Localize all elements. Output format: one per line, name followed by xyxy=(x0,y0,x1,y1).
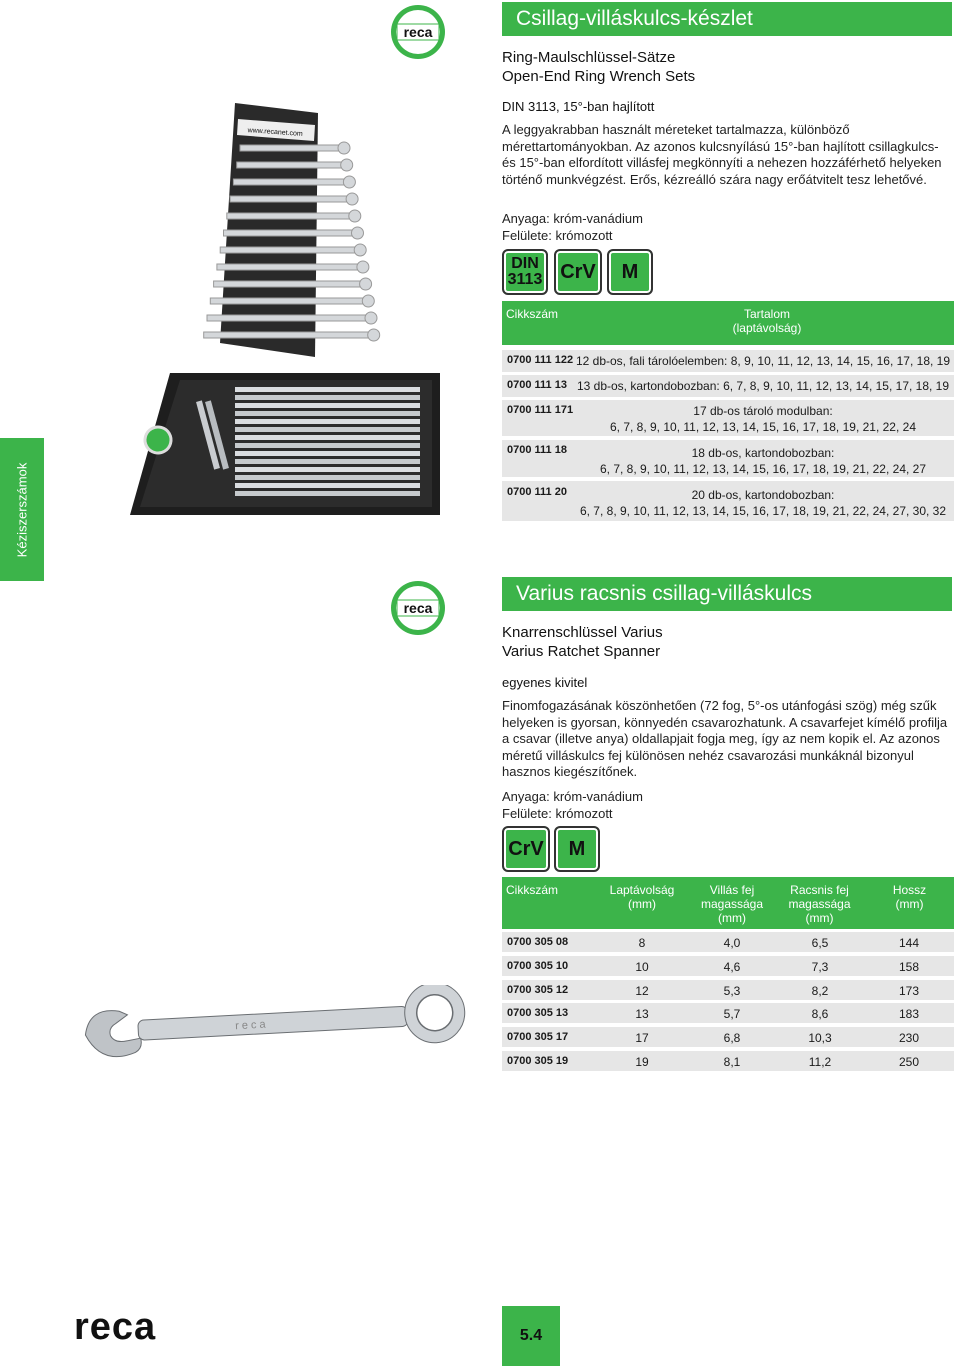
wallboard-wrench xyxy=(230,196,348,202)
row-content: 20 db-os, kartondobozban: xyxy=(691,488,835,502)
ratchet-wrench-logo: reca xyxy=(234,1018,269,1033)
tray-wrench xyxy=(235,467,420,472)
wallboard-wrench-ring xyxy=(360,278,372,290)
row-ratchet-head-height: 11,2 xyxy=(808,1055,832,1069)
tray-wrench xyxy=(235,419,420,424)
wallboard-wrench-ring xyxy=(349,210,361,222)
wallboard-wrench-ring xyxy=(352,227,364,239)
page-number: 5.4 xyxy=(502,1306,560,1366)
table-row xyxy=(502,1027,954,1047)
section-title: Varius racsnis csillag-villáskulcs xyxy=(502,577,952,611)
wallboard-wrench xyxy=(214,281,362,287)
table-row xyxy=(502,481,954,521)
wallboard-wrench-ring xyxy=(346,193,358,205)
row-length: 183 xyxy=(898,1007,920,1022)
section-title: Csillag-villáskulcs-készlet xyxy=(502,2,952,36)
row-open-head-height: 5,3 xyxy=(723,983,741,998)
tray-wrench xyxy=(235,491,420,496)
table-row xyxy=(502,375,954,397)
tray-wrench xyxy=(235,459,420,464)
din-badge-line2: 3113 xyxy=(507,271,543,288)
row-length: 158 xyxy=(898,959,920,974)
material-label: Anyaga: króm-vanádium xyxy=(502,211,643,226)
row-ratchet-head-height: 7,3 xyxy=(811,959,829,974)
row-open-head-height: 8,1 xyxy=(723,1055,741,1069)
table2-col-length-unit: (mm) xyxy=(895,897,924,911)
row-content-sizes: 6, 7, 8, 9, 10, 11, 12, 13, 14, 15, 16, 17, 18, 19, 21, 22, 24, 27 xyxy=(599,462,927,476)
wallboard-wrench xyxy=(237,162,343,168)
row-length: 173 xyxy=(898,983,920,998)
row-content: 18 db-os, kartondobozban: xyxy=(691,446,835,460)
row-content: 17 db-os tároló modulban: xyxy=(693,404,833,418)
row-ratchet-head-height: 8,6 xyxy=(811,1007,829,1022)
table2-col-open-2: magassága xyxy=(700,897,764,911)
wallboard-wrench-ring xyxy=(368,329,380,341)
row-ratchet-head-height: 8,2 xyxy=(811,983,829,998)
side-category-tab xyxy=(0,438,44,581)
wallboard-wrench xyxy=(220,247,356,253)
subtitle-de: Knarrenschlüssel Varius xyxy=(502,624,663,641)
row-content: 12 db-os, fali tárolóelemben: 8, 9, 10, 11, 12, 13, 14, 15, 16, 17, 18, 19 xyxy=(575,354,951,368)
crv-badge: CrV xyxy=(554,249,602,295)
table-row xyxy=(502,440,954,477)
wallboard-wrench-ring xyxy=(365,312,377,324)
row-open-head-height: 5,7 xyxy=(723,1007,741,1022)
table2-col-open-unit: (mm) xyxy=(718,911,746,925)
row-code: 0700 305 17 xyxy=(507,1031,569,1044)
table-row xyxy=(502,956,954,976)
wallboard-wrench xyxy=(204,332,370,338)
wallboard-wrench xyxy=(224,230,354,236)
surface-label: Felülete: krómozott xyxy=(502,228,613,243)
tray-wrench xyxy=(235,395,420,400)
table-row xyxy=(502,1051,954,1071)
row-code: 0700 111 122 xyxy=(507,354,574,366)
row-size: 19 xyxy=(635,1055,649,1069)
wallboard-wrench-ring xyxy=(343,176,355,188)
wallboard-wrench-ring xyxy=(362,295,374,307)
row-ratchet-head-height: 6,5 xyxy=(811,936,829,950)
table2-col-open: Villás fej xyxy=(709,883,755,897)
table1-col-content-unit: (laptávolság) xyxy=(732,321,802,335)
row-code: 0700 111 20 xyxy=(507,486,567,498)
crv-badge: CrV xyxy=(502,826,550,872)
table1-col-content: Tartalom xyxy=(743,307,790,321)
side-category-label: Kéziszerszámok xyxy=(14,462,30,557)
tray-wrench xyxy=(235,411,420,416)
svg-text:reca: reca xyxy=(403,600,433,616)
row-length: 144 xyxy=(898,936,920,950)
variant-label: egyenes kivitel xyxy=(502,675,588,690)
table2-col-code: Cikkszám xyxy=(506,883,559,897)
row-ratchet-head-height: 10,3 xyxy=(808,1031,832,1046)
row-content-sizes: 6, 7, 8, 9, 10, 11, 12, 13, 14, 15, 16, 17, 18, 19, 21, 22, 24 xyxy=(609,420,916,434)
wallboard-wrench-ring xyxy=(357,261,369,273)
row-code: 0700 111 18 xyxy=(507,444,567,456)
row-open-head-height: 4,0 xyxy=(723,936,741,950)
wrench-wallboard-image xyxy=(180,95,410,365)
row-code: 0700 305 19 xyxy=(507,1055,569,1067)
description: Finomfogazásának köszönhetően (72 fog, 5°-os utánfogási szög) még szűk helyeken is gyorsan, könnyedén csavarozhatunk. A csavarfejet kímélő profilja a csavar (illetve anya) oldallapjait fogja meg, így az nem kopik el. Az azonos méretű villáskulcs fej különösen nehéz csavarozási munkáknál bizonyul hasznos kiegészítőnek. xyxy=(502,698,948,779)
table-row xyxy=(502,932,954,952)
table2-col-length: Hossz xyxy=(892,883,927,897)
wallboard-wrench xyxy=(207,315,367,321)
table2-col-size-unit: (mm) xyxy=(628,897,656,911)
wrench-tray-image xyxy=(110,365,490,520)
material-label: Anyaga: króm-vanádium xyxy=(502,789,643,804)
tray-wrench xyxy=(235,443,420,448)
ratchet-wrench-image xyxy=(80,985,475,1060)
wallboard-wrench-ring xyxy=(354,244,366,256)
row-open-head-height: 4,6 xyxy=(723,959,741,974)
wallboard-wrench xyxy=(233,179,345,185)
description: A leggyakrabban használt méreteket tartalmazza, különböző mérettartományokban. Az azonos kulcsnyílású 15°-ban hajlított csillagkulcs- és 15°-ban elfordított villásfej megkönnyíti a nehezen hozzáférhető helyeken történő munkvégzést. Erős, kézreálló szára nagy erőátvitelt tesz lehetővé. xyxy=(502,122,942,187)
wallboard-wrench xyxy=(217,264,359,270)
svg-text:reca: reca xyxy=(403,24,433,40)
row-code: 0700 305 13 xyxy=(507,1007,569,1020)
m-badge: M xyxy=(607,249,653,295)
subtitle-en: Varius Ratchet Spanner xyxy=(502,643,661,660)
row-content: 13 db-os, kartondobozban: 6, 7, 8, 9, 10, 11, 12, 13, 14, 15, 17, 18, 19 xyxy=(576,379,950,393)
reca-logo-badge xyxy=(388,578,448,638)
wallboard-label: www.recanet.com xyxy=(247,127,303,138)
table2-col-ratchet-2: magassága xyxy=(788,897,851,911)
tray-wrench xyxy=(235,451,420,456)
row-code: 0700 111 171 xyxy=(507,404,574,416)
din-badge xyxy=(502,249,548,295)
row-size: 17 xyxy=(635,1031,649,1046)
table1-header xyxy=(502,301,954,345)
tray-wrench xyxy=(235,483,420,488)
row-code: 0700 111 13 xyxy=(507,379,567,391)
tray-wrench xyxy=(235,387,420,392)
surface-label: Felülete: krómozott xyxy=(502,806,613,821)
footer-reca-logo: reca xyxy=(74,1306,157,1348)
variant-label: DIN 3113, 15°-ban hajlított xyxy=(502,99,655,114)
tray-wrench xyxy=(235,435,420,440)
table2-col-ratchet-unit: (mm) xyxy=(805,911,834,925)
row-code: 0700 305 08 xyxy=(507,936,569,948)
row-length: 230 xyxy=(898,1031,920,1046)
table-row xyxy=(502,400,954,436)
row-size: 13 xyxy=(635,1007,649,1022)
tray-wrench xyxy=(235,403,420,408)
tray-wrench xyxy=(235,427,420,432)
table-row xyxy=(502,980,954,1000)
row-open-head-height: 6,8 xyxy=(723,1031,741,1046)
m-badge: M xyxy=(554,826,600,872)
wallboard-wrench-ring xyxy=(338,142,350,154)
wallboard-wrench-ring xyxy=(341,159,353,171)
wallboard-wrench xyxy=(210,298,364,304)
tray-wrench xyxy=(235,475,420,480)
wallboard-wrench xyxy=(227,213,351,219)
row-code: 0700 305 12 xyxy=(507,983,569,996)
row-content-sizes: 6, 7, 8, 9, 10, 11, 12, 13, 14, 15, 16, 17, 18, 19, 21, 22, 24, 27, 30, 32 xyxy=(579,504,947,518)
table-row xyxy=(502,350,954,372)
subtitle-de: Ring-Maulschlüssel-Sätze xyxy=(502,49,676,66)
table2-col-size: Laptávolság xyxy=(609,883,675,897)
reca-logo-badge xyxy=(388,2,448,62)
row-code: 0700 305 10 xyxy=(507,959,569,972)
table2-header xyxy=(502,877,954,929)
wallboard-wrench xyxy=(240,145,340,151)
din-badge-line1: DIN xyxy=(511,255,539,272)
table2-col-ratchet: Racsnis fej xyxy=(790,883,849,897)
row-size: 10 xyxy=(635,959,649,974)
table1-col-code: Cikkszám xyxy=(506,307,559,321)
subtitle-en: Open-End Ring Wrench Sets xyxy=(502,68,696,85)
table-row xyxy=(502,1003,954,1023)
row-size: 8 xyxy=(638,936,646,950)
row-length: 250 xyxy=(898,1055,920,1069)
row-size: 12 xyxy=(635,983,649,998)
